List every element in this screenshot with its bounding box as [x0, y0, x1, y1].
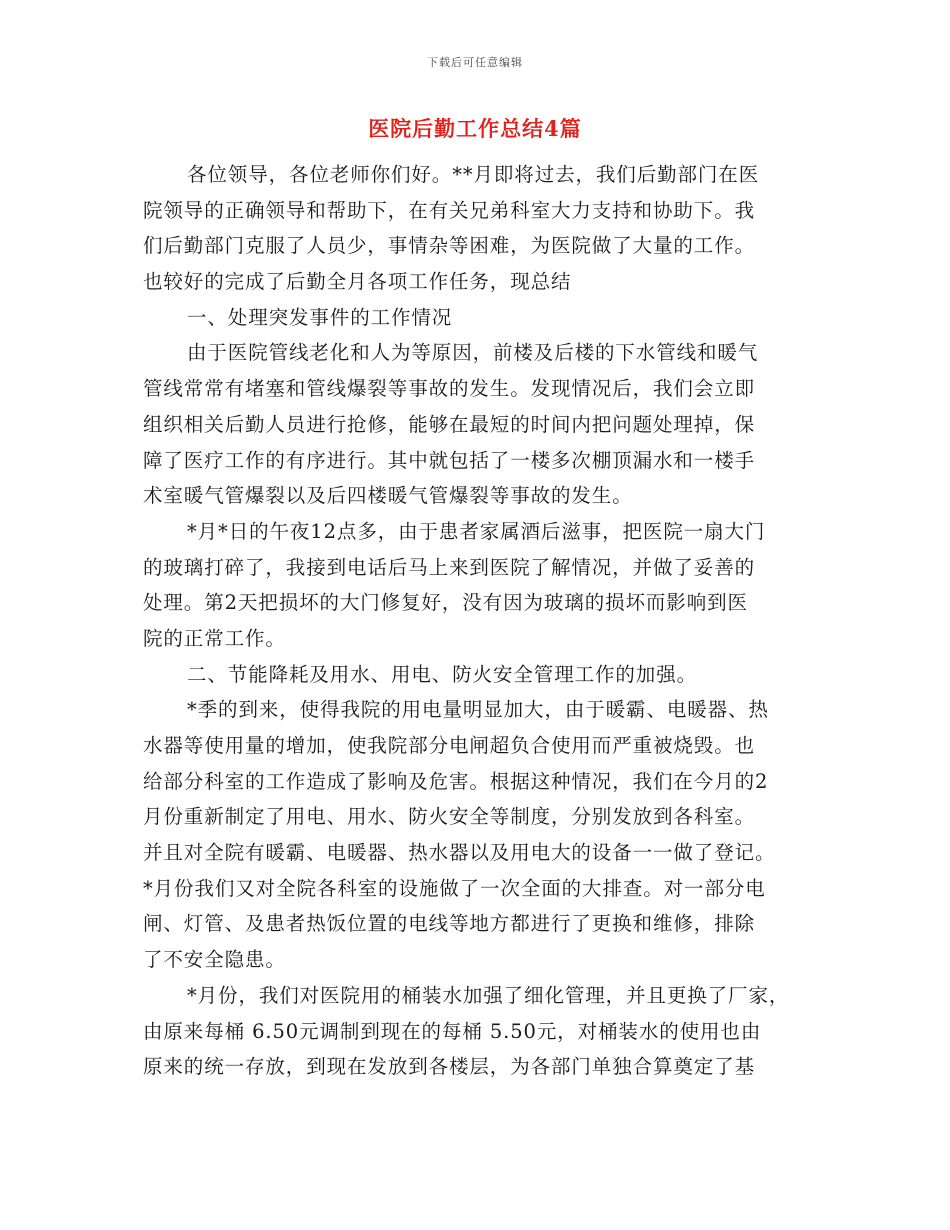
text-line: *月份，我们对医院用的桶装水加强了细化管理，并且更换了厂家，	[187, 983, 790, 1007]
text-line: 了不安全隐患。	[143, 948, 286, 972]
document-body	[143, 160, 803, 1088]
text-line: 各位领导，各位老师你们好。**月即将过去，我们后勤部门在医	[187, 163, 760, 186]
text-line: 们后勤部门克服了人员少，事情杂等困难，为医院做了大量的工作。	[143, 234, 756, 258]
text-line: 组织相关后勤人员进行抢修，能够在最短的时间内把问题处理掉，保	[143, 412, 756, 436]
text-line: 水器等使用量的增加，使我院部分电闸超负合使用而严重被烧毁。也	[143, 734, 756, 757]
text-line: 给部分科室的工作造成了影响及危害。根据这种情况，我们在今月的2	[143, 769, 769, 793]
text-line: *月*日的午夜12点多，由于患者家属酒后滋事，把医院一扇大门	[187, 519, 766, 543]
text-line: 也较好的完成了后勤全月各项工作任务，现总结	[143, 270, 572, 294]
text-line: 由原来每桶 6.50元调制到现在的每桶 5.50元，对桶装水的使用也由	[143, 1019, 762, 1043]
text-line: 由于医院管线老化和人为等原因，前楼及后楼的下水管线和暖气	[187, 341, 759, 365]
text-line: 的玻璃打碎了，我接到电话后马上来到医院了解情况，并做了妥善的	[143, 555, 756, 579]
text-line: 管线常常有堵塞和管线爆裂等事故的发生。发现情况后，我们会立即	[143, 377, 756, 401]
text-line: 闸、灯管、及患者热饭位置的电线等地方都进行了更换和维修，排除	[143, 912, 756, 936]
text-line: 院的正常工作。	[143, 626, 286, 650]
text-line: 原来的统一存放，到现在发放到各楼层，为各部门单独合算奠定了基	[143, 1055, 756, 1079]
text-line: 处理。第2天把损坏的大门修复好，没有因为玻璃的损坏而影响到医	[143, 591, 748, 615]
text-line: 一、处理突发事件的工作情况	[187, 305, 453, 329]
text-line: 二、节能降耗及用水、用电、防火安全管理工作的加强。	[187, 662, 698, 686]
document-title: 医院后勤工作总结4篇	[368, 116, 582, 141]
text-line: *月份我们又对全院各科室的设施做了一次全面的大排查。对一部分电	[143, 876, 766, 900]
text-line: 术室暖气管爆裂以及后四楼暖气管爆裂等事故的发生。	[143, 484, 633, 508]
text-line: 月份重新制定了用电、用水、防火安全等制度，分别发放到各科室。	[143, 805, 756, 829]
header-note: 下载后可任意编辑	[427, 56, 523, 69]
text-line: 障了医疗工作的有序进行。其中就包括了一楼多次棚顶漏水和一楼手	[143, 448, 756, 472]
text-line: *季的到来，使得我院的用电量明显加大，由于暖霸、电暖器、热	[187, 698, 769, 722]
text-line: 并且对全院有暖霸、电暖器、热水器以及用电大的设备一一做了登记。	[143, 841, 776, 865]
text-line: 院领导的正确领导和帮助下，在有关兄弟科室大力支持和协助下。我	[143, 198, 756, 222]
